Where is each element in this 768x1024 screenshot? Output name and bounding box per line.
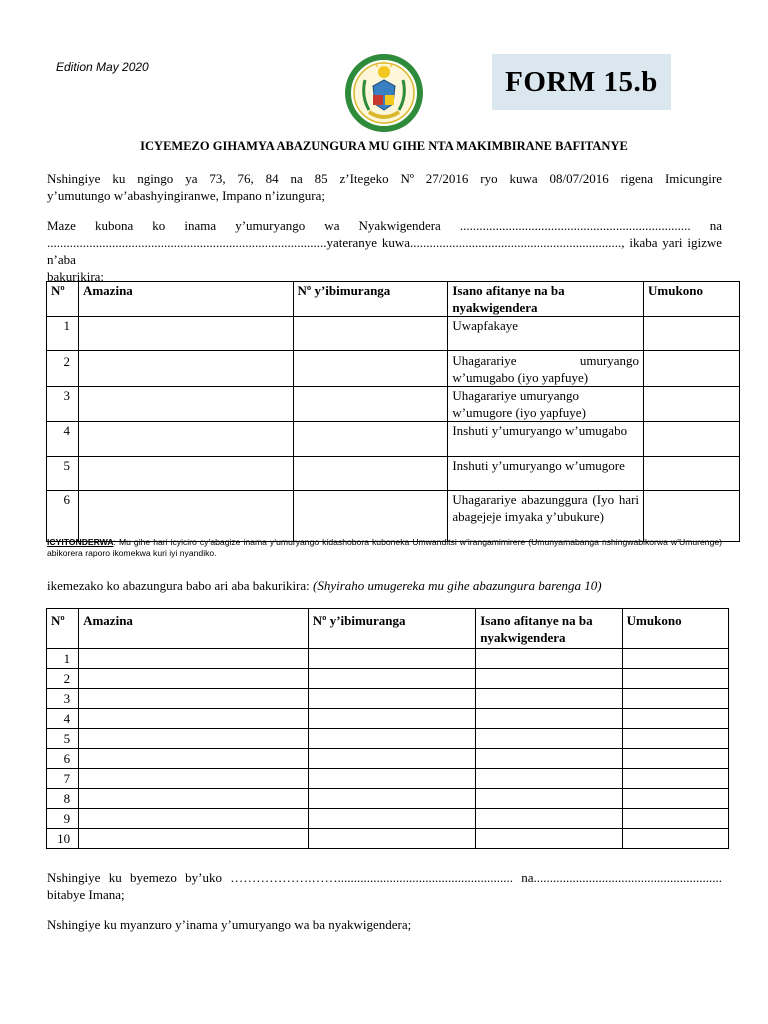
row-number: 4 <box>47 422 79 457</box>
row-number: 9 <box>47 809 79 829</box>
name-cell[interactable] <box>78 457 293 491</box>
row-number: 8 <box>47 789 79 809</box>
col-header-signature: Umukono <box>644 282 740 317</box>
id-cell[interactable] <box>308 669 475 689</box>
name-cell[interactable] <box>78 317 293 351</box>
name-cell[interactable] <box>79 809 309 829</box>
meeting-paragraph <box>47 217 722 285</box>
col-header-relation: Isano afitanye na ba nyakwigendera <box>448 282 644 317</box>
row-number: 4 <box>47 709 79 729</box>
col-header-signature: Umukono <box>622 609 728 649</box>
signature-cell[interactable] <box>622 829 728 849</box>
relation-cell: Uhagarariye abazunggura (Iyo hari abagejeje imyaka y’ubukure) <box>448 491 644 542</box>
form-number-box <box>492 54 671 110</box>
relation-cell[interactable] <box>476 689 622 709</box>
signature-cell[interactable] <box>622 769 728 789</box>
relation-cell[interactable] <box>476 789 622 809</box>
row-number: 3 <box>47 689 79 709</box>
name-cell[interactable] <box>79 689 309 709</box>
heirs-intro-text: ikemezako ko abazungura babo ari aba bakurikira: <box>47 578 314 593</box>
row-number: 6 <box>47 749 79 769</box>
table-header-row <box>47 609 729 649</box>
row-number: 10 <box>47 829 79 849</box>
intro-paragraph <box>47 170 722 204</box>
id-cell[interactable] <box>308 649 475 669</box>
relation-cell[interactable] <box>476 669 622 689</box>
signature-cell[interactable] <box>644 457 740 491</box>
decision-line-1: Nshingiye ku byemezo by’uko ……………….……...................................................... na.......................................................... <box>47 870 722 885</box>
col-header-relation: Isano afitanye na ba nyakwigendera <box>476 609 622 649</box>
row-number: 2 <box>47 351 79 387</box>
name-cell[interactable] <box>78 491 293 542</box>
heirs-intro-note: (Shyiraho umugereka mu gihe abazungura barenga 10) <box>313 578 602 593</box>
intro-line-2: y’umutungo w’abashyingiranwe, Impano n’izungura; <box>47 188 325 203</box>
id-cell[interactable] <box>308 809 475 829</box>
name-cell[interactable] <box>78 422 293 457</box>
relation-text: Uhagarariye umuryango w’umugabo (iyo yapfuye) <box>452 353 640 385</box>
id-cell[interactable] <box>293 422 448 457</box>
name-cell[interactable] <box>78 351 293 387</box>
id-cell[interactable] <box>308 829 475 849</box>
family-council-table <box>46 281 740 542</box>
row-number: 5 <box>47 729 79 749</box>
note-label: ICYITONDERWA <box>47 537 114 547</box>
table-row <box>47 729 729 749</box>
meeting-line-2: ......................................................................................yateranye kuwa................................................................., ikaba yari igizwe n’aba <box>47 235 722 267</box>
table-row <box>47 769 729 789</box>
row-number: 6 <box>47 491 79 542</box>
id-cell[interactable] <box>308 749 475 769</box>
id-cell[interactable] <box>308 789 475 809</box>
signature-cell[interactable] <box>644 317 740 351</box>
table-row <box>47 317 740 351</box>
id-cell[interactable] <box>308 709 475 729</box>
id-cell[interactable] <box>293 387 448 422</box>
note-paragraph <box>47 537 722 559</box>
signature-cell[interactable] <box>622 729 728 749</box>
table-header-row <box>47 282 740 317</box>
id-cell[interactable] <box>293 317 448 351</box>
signature-cell[interactable] <box>644 491 740 542</box>
signature-cell[interactable] <box>622 649 728 669</box>
col-header-id: Nº y’ibimuranga <box>308 609 475 649</box>
table-row <box>47 351 740 387</box>
form-number: FORM 15.b <box>505 65 658 98</box>
table-row <box>47 669 729 689</box>
table-row <box>47 387 740 422</box>
relation-cell: Inshuti y’umuryango w’umugabo <box>448 422 644 457</box>
id-cell[interactable] <box>308 769 475 789</box>
id-cell[interactable] <box>293 491 448 542</box>
document-title: ICYEMEZO GIHAMYA ABAZUNGURA MU GIHE NTA MAKIMBIRANE BAFITANYE <box>140 139 628 153</box>
table-row <box>47 491 740 542</box>
signature-cell[interactable] <box>622 709 728 729</box>
signature-cell[interactable] <box>644 387 740 422</box>
table-row <box>47 709 729 729</box>
col-header-number: Nº <box>47 282 79 317</box>
signature-cell[interactable] <box>644 351 740 387</box>
col-header-id: Nº y’ibimuranga <box>293 282 448 317</box>
table-row <box>47 422 740 457</box>
relation-cell[interactable] <box>476 749 622 769</box>
relation-cell[interactable] <box>476 649 622 669</box>
table-row <box>47 809 729 829</box>
relation-cell: Inshuti y’umuryango w’umugore <box>448 457 644 491</box>
id-cell[interactable] <box>308 729 475 749</box>
signature-cell[interactable] <box>622 789 728 809</box>
relation-cell[interactable] <box>476 709 622 729</box>
relation-cell[interactable] <box>476 769 622 789</box>
id-cell[interactable] <box>293 457 448 491</box>
row-number: 5 <box>47 457 79 491</box>
name-cell[interactable] <box>79 729 309 749</box>
relation-cell: Uhagarariye umuryango w’umugore (iyo yapfuye) <box>448 387 644 422</box>
row-number: 1 <box>47 317 79 351</box>
signature-cell[interactable] <box>622 809 728 829</box>
table-row <box>47 829 729 849</box>
name-cell[interactable] <box>79 669 309 689</box>
name-cell[interactable] <box>78 387 293 422</box>
col-header-names: Amazina <box>78 282 293 317</box>
relation-cell[interactable] <box>476 809 622 829</box>
table-row <box>47 789 729 809</box>
signature-cell[interactable] <box>622 689 728 709</box>
relation-cell: Uwapfakaye <box>448 317 644 351</box>
row-number: 2 <box>47 669 79 689</box>
row-number: 1 <box>47 649 79 669</box>
id-cell[interactable] <box>293 351 448 387</box>
heirs-table <box>46 608 729 849</box>
table-row <box>47 749 729 769</box>
signature-cell[interactable] <box>622 669 728 689</box>
table-row <box>47 689 729 709</box>
coat-of-arms-seal <box>343 52 425 134</box>
table-row <box>47 649 729 669</box>
col-header-number: Nº <box>47 609 79 649</box>
meeting-line-1: Maze kubona ko inama y’umuryango wa Nyakwigendera ....................................................................... na <box>47 218 722 233</box>
signature-cell[interactable] <box>644 422 740 457</box>
note-text: : Mu gihe hari icyiciro cy’abagize inama y’umuryango kidashobora kuboneka Umwanditsi w’irangamimirere (Umunyamabanga nshingwabikorwa w’Umurenge) abikorera raporo ikomekwa kuri iyi nyandiko. <box>47 537 722 558</box>
resolution-paragraph: Nshingiye ku myanzuro y’inama y’umuryango wa ba nyakwigendera; <box>47 917 412 932</box>
row-number: 3 <box>47 387 79 422</box>
id-cell[interactable] <box>308 689 475 709</box>
decision-paragraph <box>47 869 722 903</box>
relation-cell <box>448 351 644 387</box>
name-cell[interactable] <box>79 829 309 849</box>
heirs-intro <box>47 577 722 594</box>
name-cell[interactable] <box>79 649 309 669</box>
relation-cell[interactable] <box>476 729 622 749</box>
meeting-line-3: bakurikira: <box>47 269 105 284</box>
table-row <box>47 457 740 491</box>
signature-cell[interactable] <box>622 749 728 769</box>
intro-line-1: Nshingiye ku ngingo ya 73, 76, 84 na 85 z’Itegeko Nº 27/2016 ryo kuwa 08/07/2016 rigena Imicungire <box>47 171 722 186</box>
row-number: 7 <box>47 769 79 789</box>
name-cell[interactable] <box>79 709 309 729</box>
name-cell[interactable] <box>79 789 309 809</box>
col-header-names: Amazina <box>79 609 309 649</box>
edition-label: Edition May 2020 <box>56 60 149 74</box>
name-cell[interactable] <box>79 769 309 789</box>
relation-cell[interactable] <box>476 829 622 849</box>
decision-line-2: bitabye Imana; <box>47 887 125 902</box>
name-cell[interactable] <box>79 749 309 769</box>
